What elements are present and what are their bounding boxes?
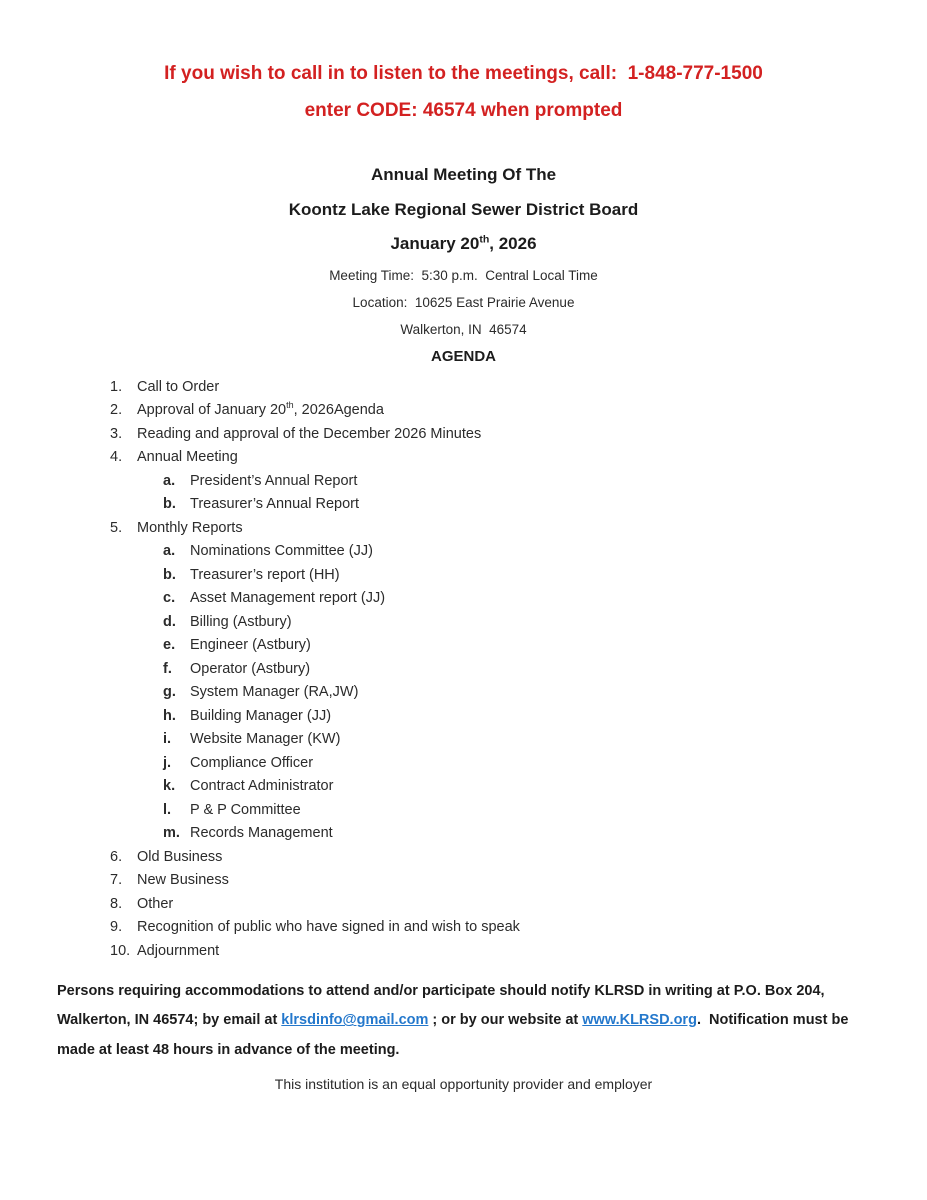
agenda-heading: AGENDA (430, 347, 496, 365)
agenda-item (110, 446, 870, 470)
agenda-item-number: 8. (110, 895, 123, 912)
agenda-item (110, 399, 870, 423)
agenda-item-text: Website Manager (KW) (190, 731, 341, 747)
eeo-statement: This institution is an equal opportunity provider and employer (274, 1075, 653, 1092)
agenda-subitem (163, 587, 870, 611)
agenda-subitem-letter: d. (163, 613, 176, 630)
meeting-title-line1: Annual Meeting Of The (370, 165, 557, 184)
accessibility-text-3: . Notification must be made at least 48 hours in advance of the meeting. (57, 1012, 853, 1058)
agenda-subitem (163, 799, 870, 823)
agenda-subitem-letter: l. (163, 801, 172, 818)
agenda-subitem-letter: j. (163, 754, 172, 771)
call-in-notice-line2: enter CODE: 46574 when prompted (304, 100, 623, 121)
agenda-subitem (163, 752, 870, 776)
meeting-info-block (57, 262, 870, 343)
agenda-item-text: Contract Administrator (190, 778, 334, 794)
agenda-item (110, 846, 870, 870)
agenda-item (110, 940, 870, 964)
agenda-item-text: Billing (Astbury) (190, 613, 292, 630)
meeting-date-day: January 20 (390, 234, 480, 253)
agenda-item-number: 6. (110, 848, 123, 865)
agenda-item-text: Building Manager (JJ) (190, 707, 332, 724)
agenda-subitem (163, 728, 870, 752)
agenda-subitem (163, 822, 870, 846)
agenda-subitem-letter: g. (163, 684, 176, 700)
agenda-subitem (163, 681, 870, 705)
call-in-notice-line1: If you wish to call in to listen to the meetings, call: 1-848-777-1500 (164, 63, 763, 84)
agenda-subitem-letter: k. (163, 778, 176, 794)
agenda-item-text: Treasurer’s Annual Report (190, 496, 359, 512)
meeting-city: Walkerton, IN 46574 (400, 321, 527, 337)
agenda-subitem-letter: b. (163, 496, 176, 512)
meeting-title-line2: Koontz Lake Regional Sewer District Board (288, 199, 639, 219)
agenda-item-text: New Business (137, 872, 229, 888)
agenda-subitem (163, 705, 870, 729)
agenda-item-text: Call to Order (137, 378, 220, 395)
agenda-subitem-letter: c. (163, 590, 176, 606)
agenda-subitem (163, 564, 870, 588)
agenda-item (110, 869, 870, 893)
agenda-item-text: Recognition of public who have signed in and wish to speak (137, 919, 520, 935)
agenda-item-text: Other (137, 895, 174, 912)
agenda-item-text: P & P Committee (190, 801, 301, 818)
agenda-item-number: 4. (110, 449, 123, 465)
meeting-title-block (57, 158, 870, 262)
agenda-item (110, 517, 870, 541)
agenda-item-number: 5. (110, 519, 123, 536)
accessibility-text-1: Persons requiring accommodations to attend and/or participate should notify KLRSD in writing at P.O. Box 204, Walkerton, IN 46574; by email at (57, 983, 829, 1029)
meeting-date-year: , 2026 (489, 234, 537, 253)
agenda-item (110, 916, 870, 940)
agenda-item-number: 2. (110, 402, 123, 418)
agenda-item-text: Compliance Officer (190, 754, 314, 771)
agenda-subitem-letter: f. (163, 660, 172, 677)
agenda-item-text: Approval of January 20th, 2026Agenda (137, 400, 384, 418)
agenda-item-text: Monthly Reports (137, 519, 243, 536)
agenda-subitem-letter: b. (163, 566, 176, 583)
agenda-item-number: 1. (110, 378, 123, 395)
agenda-item-text: President’s Annual Report (190, 472, 358, 489)
agenda-item-text: Reading and approval of the December 2026 Minutes (137, 425, 482, 442)
agenda-subitem-letter: a. (163, 472, 176, 489)
agenda-item-text: Asset Management report (JJ) (190, 590, 386, 606)
agenda-subitem-letter: m. (163, 825, 180, 841)
agenda-subitem (163, 470, 870, 494)
agenda-item-text: System Manager (RA,JW) (190, 684, 359, 700)
agenda-item-text: Operator (Astbury) (190, 660, 311, 677)
agenda-item-text: Treasurer’s report (HH) (190, 566, 340, 583)
agenda-subitem (163, 634, 870, 658)
agenda-item-text: Old Business (137, 848, 223, 865)
website-link[interactable]: www.KLRSD.org (582, 1012, 697, 1029)
agenda-item (110, 893, 870, 917)
agenda-item-number: 9. (110, 919, 123, 935)
agenda-item-number: 7. (110, 872, 123, 888)
agenda-item (110, 376, 870, 400)
agenda-item-text: Records Management (190, 825, 333, 841)
agenda-subitem-letter: e. (163, 637, 176, 653)
accessibility-notice (57, 977, 870, 1065)
agenda-item-number: 10. (110, 942, 131, 959)
agenda-item-text: Adjournment (137, 942, 220, 959)
email-link[interactable]: klrsdinfo@gmail.com (281, 1012, 429, 1029)
agenda-subitem (163, 611, 870, 635)
agenda-subitem (163, 540, 870, 564)
agenda-item-text: Nominations Committee (JJ) (190, 543, 373, 559)
call-in-notice (57, 55, 870, 129)
agenda-subitem-letter: a. (163, 543, 176, 559)
meeting-date-ordinal: th (479, 233, 490, 246)
accessibility-text-2: ; or by our website at (428, 1012, 583, 1029)
agenda-item-text: Annual Meeting (137, 449, 238, 465)
agenda-subitem (163, 493, 870, 517)
agenda-subitem-letter: h. (163, 707, 176, 724)
agenda-item-number: 3. (110, 425, 123, 442)
meeting-time: Meeting Time: 5:30 p.m. Central Local Time (329, 267, 598, 283)
meeting-location: Location: 10625 East Prairie Avenue (352, 294, 575, 310)
agenda-item-text: Engineer (Astbury) (190, 637, 311, 653)
agenda-subitem (163, 775, 870, 799)
agenda-list (57, 376, 870, 964)
agenda-subitem (163, 658, 870, 682)
agenda-subitem-letter: i. (163, 731, 172, 747)
agenda-item (110, 423, 870, 447)
meeting-date (57, 227, 870, 262)
